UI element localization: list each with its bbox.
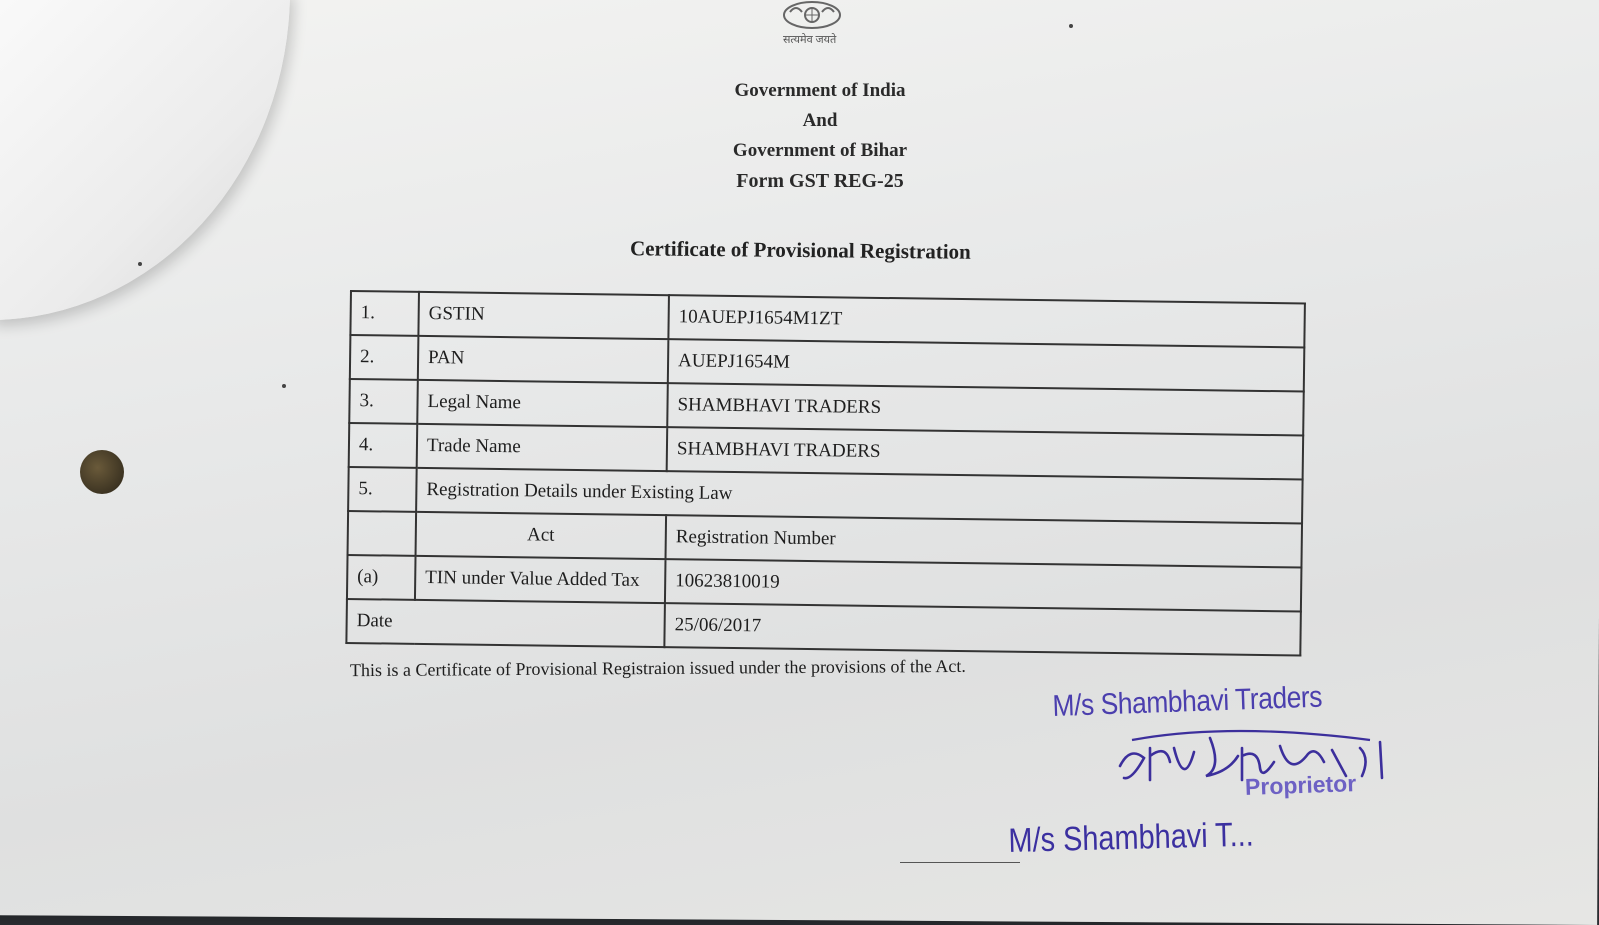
speck — [282, 384, 286, 388]
row-number: 1. — [350, 291, 419, 336]
row-label: GSTIN — [418, 292, 669, 339]
registration-table — [345, 290, 1306, 656]
emblem-motto: सत्यमेव जयते — [783, 34, 837, 46]
date-label: Date — [346, 599, 665, 647]
stamp-firm-name: M/s Shambhavi Traders — [1052, 680, 1323, 723]
act-value: TIN under Value Added Tax — [415, 556, 666, 603]
row-label: Legal Name — [417, 380, 668, 427]
header-government-bihar: Government of Bihar — [732, 140, 908, 161]
empty-cell — [348, 511, 417, 556]
row-number: 2. — [350, 335, 419, 380]
form-name: Form GST REG-25 — [736, 170, 904, 192]
header-government-india: Government of India — [734, 80, 906, 101]
stamp-firm-name-lower: M/s Shambhavi T... — [1008, 815, 1255, 860]
signature-line — [900, 862, 1020, 863]
header-and: And — [802, 110, 838, 131]
national-emblem-icon — [780, 0, 844, 34]
certificate-title: Certificate of Provisional Registration — [629, 236, 971, 264]
row-label: PAN — [418, 336, 669, 383]
row-number: 4. — [349, 423, 418, 468]
registration-number-header: Registration Number — [666, 515, 1303, 567]
gstin-value: 10AUEPJ1654M1ZT — [668, 295, 1305, 347]
stamp-role: Proprietor — [1244, 770, 1357, 800]
act-header: Act — [416, 512, 667, 559]
punch-hole — [80, 450, 124, 494]
row-label: Registration Details under Existing Law — [416, 468, 1303, 524]
speck — [138, 262, 142, 266]
registration-number-value: 10623810019 — [665, 559, 1302, 611]
footer-note: This is a Certificate of Provisional Registraion issued under the provisions of the Act. — [349, 655, 966, 681]
row-number: 5. — [348, 467, 417, 512]
trade-name-value: SHAMBHAVI TRADERS — [667, 427, 1304, 479]
speck — [1069, 24, 1073, 28]
pan-value: AUEPJ1654M — [668, 339, 1305, 391]
row-label: Trade Name — [417, 424, 668, 471]
row-number: 3. — [349, 379, 418, 424]
row-number: (a) — [347, 555, 416, 600]
legal-name-value: SHAMBHAVI TRADERS — [667, 383, 1304, 435]
date-value: 25/06/2017 — [664, 603, 1301, 655]
